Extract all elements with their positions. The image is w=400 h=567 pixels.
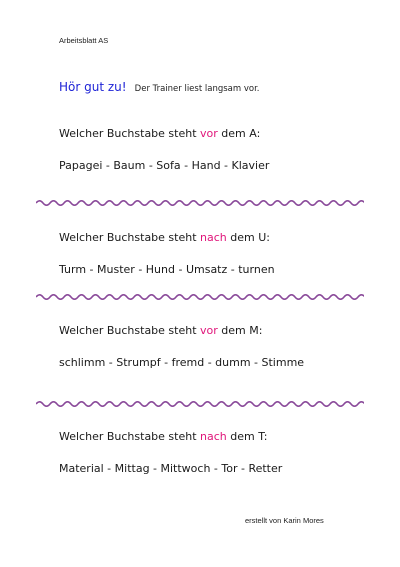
question-prefix: Welcher Buchstabe steht bbox=[59, 231, 197, 244]
worksheet-label: Arbeitsblatt AS bbox=[59, 36, 109, 45]
intro-title: Hör gut zu! bbox=[59, 80, 127, 94]
question-keyword: nach bbox=[200, 231, 227, 244]
question-keyword: vor bbox=[200, 324, 218, 337]
task-4 bbox=[59, 430, 359, 476]
task-question bbox=[59, 430, 359, 444]
task-word-list: Material - Mittag - Mittwoch - Tor - Retter bbox=[59, 462, 283, 475]
task-3 bbox=[59, 324, 359, 370]
question-suffix: dem A: bbox=[221, 127, 261, 140]
task-question bbox=[59, 127, 359, 141]
task-2 bbox=[59, 231, 359, 277]
task-word-list: schlimm - Strumpf - fremd - dumm - Stimme bbox=[59, 356, 305, 369]
task-word-list: Papagei - Baum - Sofa - Hand - Klavier bbox=[59, 159, 270, 172]
wavy-divider bbox=[36, 293, 364, 301]
credit-line: erstellt von Karin Mores bbox=[245, 516, 324, 525]
wavy-divider bbox=[36, 400, 364, 408]
question-prefix: Welcher Buchstabe steht bbox=[59, 430, 197, 443]
intro-subtitle: Der Trainer liest langsam vor. bbox=[134, 84, 260, 94]
question-suffix: dem T: bbox=[230, 430, 268, 443]
task-question bbox=[59, 231, 359, 245]
question-prefix: Welcher Buchstabe steht bbox=[59, 127, 197, 140]
question-suffix: dem U: bbox=[230, 231, 270, 244]
wavy-divider bbox=[36, 199, 364, 207]
intro-line bbox=[59, 76, 260, 95]
question-prefix: Welcher Buchstabe steht bbox=[59, 324, 197, 337]
question-keyword: vor bbox=[200, 127, 218, 140]
question-suffix: dem M: bbox=[221, 324, 263, 337]
task-word-list: Turm - Muster - Hund - Umsatz - turnen bbox=[59, 263, 275, 276]
task-1 bbox=[59, 127, 359, 173]
question-keyword: nach bbox=[200, 430, 227, 443]
task-question bbox=[59, 324, 359, 338]
